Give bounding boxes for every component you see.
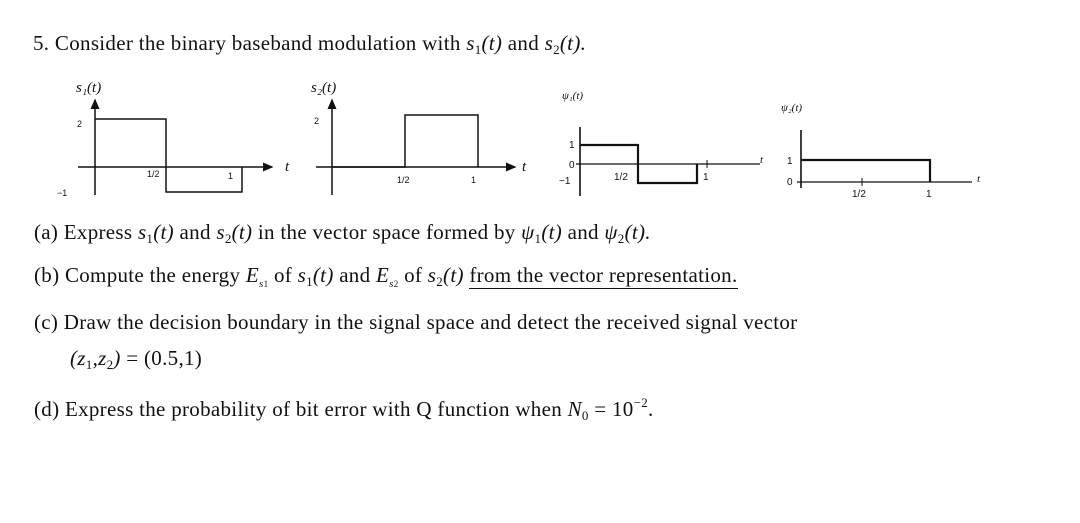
s1-xone: 1 xyxy=(228,171,234,181)
problem-header: 5. Consider the binary baseband modulation with $s_1(t)$ and $s_2(t)$. xyxy=(33,31,587,57)
problem-intro: Consider the binary baseband modulation with xyxy=(54,31,461,55)
psi1-label: ψ₁(t) xyxy=(562,90,584,102)
s2-label: s₂(t) xyxy=(311,80,337,96)
received-point: (0.5,1) xyxy=(144,346,203,370)
psi1-xone: 1 xyxy=(703,172,709,183)
part-b: (b) Compute the energy $E_{s1}$ of $s_1(t)$ and $E_{s2}$ of $s_2(t)$ from the vector representation. xyxy=(34,263,738,290)
s1-plot xyxy=(57,80,290,198)
noise-value: $10^{-2}$. xyxy=(612,395,654,421)
psi2-xone: 1 xyxy=(926,189,932,200)
s1-waveform xyxy=(95,119,242,192)
psi1-yone: 1 xyxy=(569,140,575,151)
psi2-waveform xyxy=(801,160,930,182)
s2-xone: 1 xyxy=(471,175,477,185)
s2-taxis: t xyxy=(522,159,527,175)
part-a: (a) Express $s_1(t)$ and $s_2(t)$ in the vector space formed by $\psi_1(t)$ and $\psi_2(t)$. xyxy=(34,220,651,246)
part-c: (c) Draw the decision boundary in the signal space and detect the received signal vector xyxy=(34,310,798,334)
s1-ytick: 2 xyxy=(77,119,83,129)
psi1-yneg: −1 xyxy=(559,176,571,187)
psi1-taxis: t xyxy=(760,154,764,166)
psi1-yzero: 0 xyxy=(569,160,575,171)
part-c-point: $(z_1,z_2) = (0.5,1)$ xyxy=(70,346,203,372)
psi2-yone: 1 xyxy=(787,156,793,167)
problem-number: 5. xyxy=(33,31,50,55)
psi2-plot xyxy=(781,102,981,200)
psi2-yzero: 0 xyxy=(787,177,793,188)
s1-label: s₁(t) xyxy=(76,80,102,96)
underlined-phrase: from the vector representation. xyxy=(469,263,738,287)
psi2-xhalf: 1/2 xyxy=(852,189,866,200)
psi2-label: ψ₂(t) xyxy=(781,102,803,114)
s2-ytick: 2 xyxy=(314,116,320,126)
psi1-xhalf: 1/2 xyxy=(614,172,628,183)
s1-yneg: −1 xyxy=(57,188,68,198)
part-d: (d) Express the probability of bit error with Q function when $N_0 = 10^{-2}$. xyxy=(34,395,654,423)
psi2-taxis: t xyxy=(977,173,981,185)
psi1-plot xyxy=(559,90,764,196)
s2-waveform xyxy=(332,115,478,167)
s2-plot xyxy=(311,80,527,195)
s2-xhalf: 1/2 xyxy=(397,175,410,185)
s1-xhalf: 1/2 xyxy=(147,169,160,179)
s1-taxis: t xyxy=(285,159,290,175)
